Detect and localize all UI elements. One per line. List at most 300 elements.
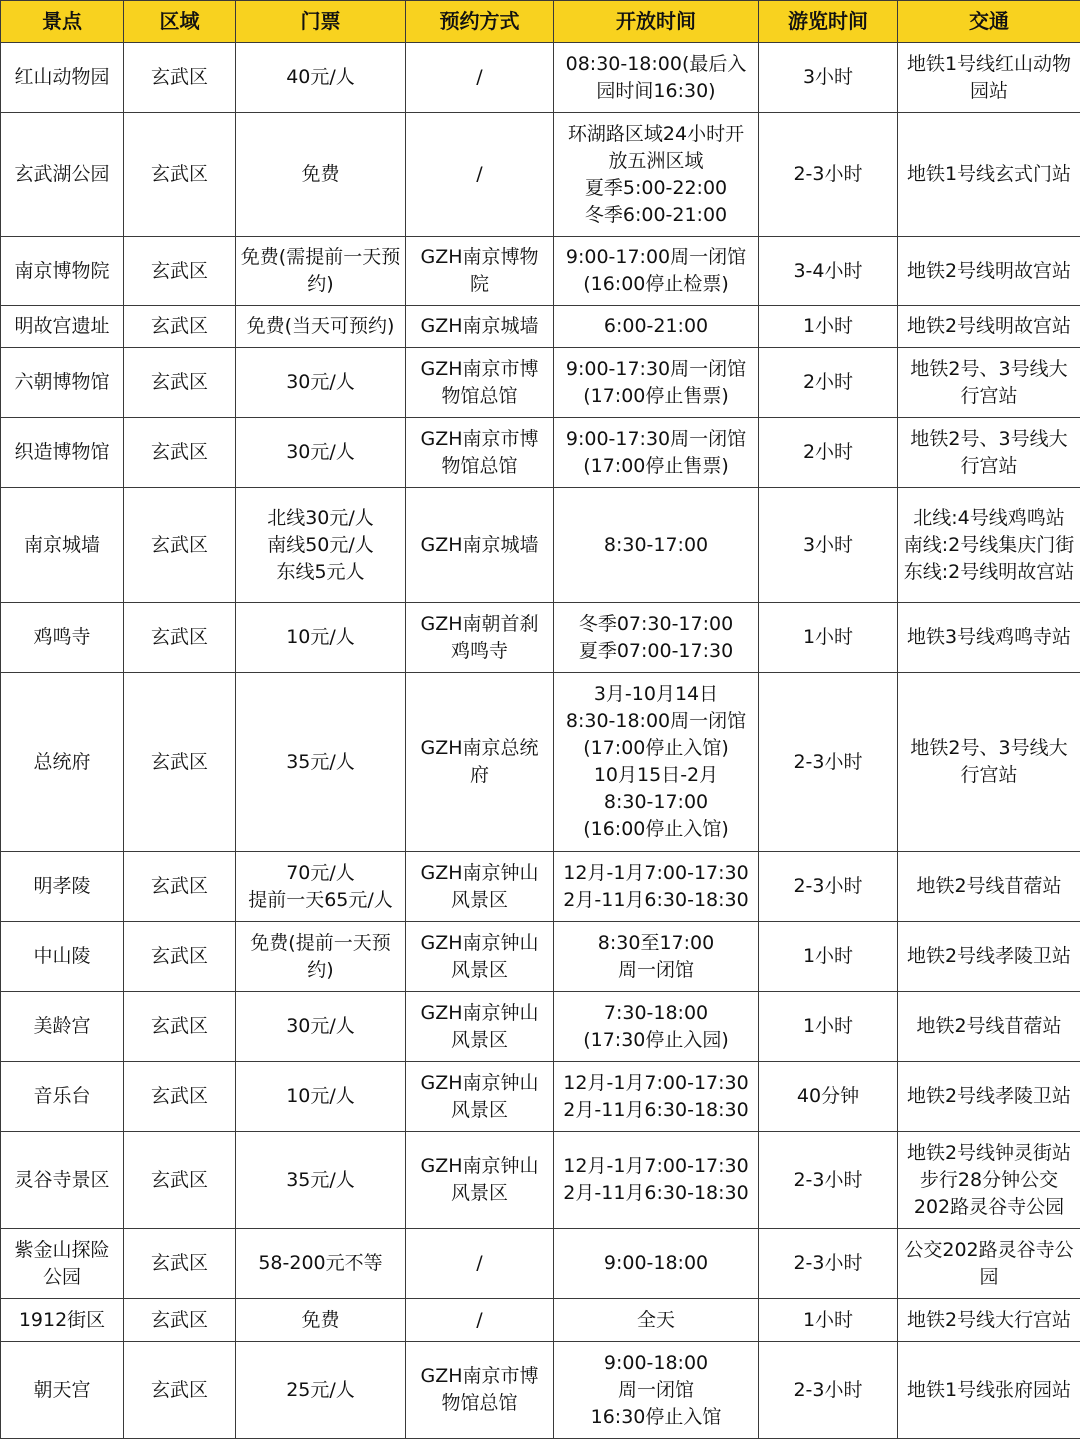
header-spot: 景点 (1, 1, 124, 43)
cell-line: 1小时 (802, 315, 854, 337)
cell-line: 府 (469, 764, 489, 786)
cell-line: GZH南朝首刹 (420, 612, 539, 635)
cell-duration (759, 852, 898, 922)
cell-line: 地铁2号、3号线大 (910, 357, 1068, 380)
cell-line: 南京博物院 (14, 259, 110, 282)
cell-line: 2小时 (802, 441, 854, 463)
cell-hours (554, 237, 759, 306)
cell-hours (554, 1132, 759, 1229)
cell-duration (759, 1132, 898, 1229)
cell-area (124, 348, 236, 418)
cell-line: 7:30-18:00 (603, 1001, 709, 1024)
cell-line: 东线5元人 (276, 560, 365, 583)
cell-line: 2-3小时 (793, 163, 863, 185)
header-duration: 游览时间 (759, 1, 898, 43)
cell-line: 9:00-17:30周一闭馆 (565, 427, 747, 450)
cell-line: 12月-1月7:00-17:30 (563, 1071, 749, 1094)
cell-hours (554, 922, 759, 992)
cell-transport (898, 1299, 1080, 1342)
cell-line: 北线30元/人 (267, 506, 374, 529)
cell-duration (759, 348, 898, 418)
cell-line: 地铁3号线鸡鸣寺站 (906, 626, 1072, 648)
cell-ticket (236, 992, 406, 1062)
cell-line: 灵谷寺景区 (14, 1168, 110, 1191)
cell-line: 明故宫遗址 (14, 315, 110, 337)
cell-line: 2-3小时 (793, 875, 863, 897)
cell-line: 紫金山探险 (14, 1238, 110, 1261)
cell-line: GZH南京城墙 (420, 315, 539, 337)
cell-ticket (236, 1132, 406, 1229)
cell-area (124, 43, 236, 113)
cell-hours (554, 992, 759, 1062)
table-row (1, 43, 1080, 113)
cell-area (124, 1229, 236, 1299)
cell-line: (16:00停止检票) (583, 273, 729, 295)
cell-transport (898, 992, 1080, 1062)
cell-line: 30元/人 (286, 441, 355, 463)
cell-spot (1, 603, 124, 673)
cell-spot (1, 306, 124, 348)
cell-duration (759, 306, 898, 348)
cell-hours (554, 1062, 759, 1132)
cell-line: 地铁2号线苜蓿站 (916, 875, 1062, 897)
cell-line: 玄武区 (150, 1015, 208, 1037)
cell-line: (17:00停止入馆) (583, 737, 729, 759)
cell-line: 园时间16:30) (596, 79, 716, 102)
cell-booking (406, 1132, 554, 1229)
table-row (1, 1342, 1080, 1439)
table-row (1, 1062, 1080, 1132)
cell-line: 玄武区 (150, 441, 208, 463)
cell-line: GZH南京博物 (420, 246, 539, 268)
cell-line: 2月-11月6:30-18:30 (563, 1098, 749, 1121)
cell-line: GZH南京市博 (420, 357, 539, 380)
cell-transport (898, 603, 1080, 673)
cell-line: 免费(提前一天预 (250, 931, 391, 954)
cell-line: 园 (979, 1265, 999, 1288)
cell-line: 全天 (636, 1308, 675, 1331)
cell-booking (406, 348, 554, 418)
cell-line: GZH南京市博 (420, 1365, 539, 1387)
cell-line: 朝天宫 (33, 1378, 91, 1401)
cell-line: 1小时 (802, 1308, 854, 1331)
cell-line: GZH南京总统 (420, 737, 539, 759)
cell-line: 织造博物馆 (14, 441, 110, 463)
cell-line: 红山动物园 (14, 66, 110, 88)
cell-area (124, 852, 236, 922)
cell-transport (898, 1229, 1080, 1299)
cell-hours (554, 488, 759, 603)
cell-line: 鸡鸣寺 (450, 639, 508, 662)
header-transport: 交通 (898, 1, 1080, 43)
cell-line: GZH南京钟山 (420, 861, 539, 884)
cell-line: 2-3小时 (793, 1168, 863, 1191)
cell-spot (1, 1342, 124, 1439)
cell-line: 玄武区 (150, 1308, 208, 1331)
cell-line: 35元/人 (286, 1168, 355, 1191)
cell-line: 30元/人 (286, 1015, 355, 1037)
table-row (1, 1132, 1080, 1229)
cell-line: / (476, 66, 483, 88)
cell-booking (406, 673, 554, 852)
cell-spot (1, 992, 124, 1062)
cell-ticket (236, 1229, 406, 1299)
cell-ticket (236, 852, 406, 922)
cell-line: 物馆总馆 (441, 1392, 518, 1414)
cell-transport (898, 306, 1080, 348)
cell-booking (406, 488, 554, 603)
cell-line: 玄武区 (150, 626, 208, 648)
cell-line: (17:00停止售票) (583, 384, 729, 407)
cell-line: 周一闭馆 (617, 958, 694, 981)
cell-duration (759, 1299, 898, 1342)
cell-line: 玄武区 (150, 66, 208, 88)
cell-line: 风景区 (450, 1098, 508, 1121)
cell-line: 玄武区 (150, 875, 208, 897)
cell-booking (406, 1342, 554, 1439)
cell-line: 环湖路区域24小时开 (567, 122, 745, 145)
cell-line: 行宫站 (960, 384, 1018, 407)
cell-ticket (236, 1342, 406, 1439)
table-row (1, 1299, 1080, 1342)
cell-line: 总统府 (33, 750, 91, 773)
cell-line: 地铁2号线苜蓿站 (916, 1015, 1062, 1037)
cell-line: 3月-10月14日 (593, 683, 719, 705)
cell-area (124, 1342, 236, 1439)
cell-ticket (236, 113, 406, 237)
cell-line: 风景区 (450, 958, 508, 981)
cell-line: 风景区 (450, 1028, 508, 1051)
cell-hours (554, 43, 759, 113)
cell-line: 玄武区 (150, 945, 208, 967)
cell-area (124, 922, 236, 992)
cell-line: 6:00-21:00 (603, 315, 709, 337)
cell-line: 地铁2号线孝陵卫站 (906, 1085, 1072, 1107)
cell-line: GZH南京钟山 (420, 1071, 539, 1094)
cell-area (124, 992, 236, 1062)
cell-ticket (236, 1299, 406, 1342)
header-hours: 开放时间 (554, 1, 759, 43)
cell-area (124, 488, 236, 603)
cell-spot (1, 418, 124, 488)
cell-transport (898, 113, 1080, 237)
cell-line: 免费(需提前一天预 (240, 246, 401, 268)
cell-hours (554, 1299, 759, 1342)
cell-transport (898, 348, 1080, 418)
cell-transport (898, 418, 1080, 488)
cell-line: 8:30-18:00周一闭馆 (565, 710, 747, 732)
cell-line: 公园 (42, 1265, 81, 1288)
cell-transport (898, 1132, 1080, 1229)
cell-duration (759, 1062, 898, 1132)
cell-area (124, 237, 236, 306)
cell-line: 8:30至17:00 (597, 931, 715, 954)
cell-duration (759, 488, 898, 603)
cell-ticket (236, 1062, 406, 1132)
cell-line: 冬季6:00-21:00 (584, 203, 728, 226)
cell-line: 园站 (969, 79, 1008, 102)
header-row (1, 1, 1080, 43)
cell-area (124, 306, 236, 348)
cell-hours (554, 418, 759, 488)
cell-line: 9:00-18:00 (603, 1252, 709, 1274)
cell-line: 约) (307, 958, 334, 981)
cell-area (124, 603, 236, 673)
cell-line: 地铁2号、3号线大 (910, 427, 1068, 450)
cell-duration (759, 1229, 898, 1299)
cell-line: / (476, 163, 483, 185)
cell-area (124, 113, 236, 237)
cell-spot (1, 673, 124, 852)
cell-line: GZH南京钟山 (420, 1001, 539, 1024)
cell-line: 3小时 (802, 533, 854, 556)
cell-line: GZH南京市博 (420, 427, 539, 450)
cell-line: 夏季5:00-22:00 (584, 176, 728, 199)
table-row (1, 1229, 1080, 1299)
cell-line: 40分钟 (796, 1085, 860, 1107)
cell-line: 58-200元不等 (258, 1252, 383, 1274)
cell-line: 10元/人 (286, 1085, 355, 1107)
cell-line: 08:30-18:00(最后入 (565, 52, 747, 75)
cell-line: 10元/人 (286, 626, 355, 648)
cell-line: 提前一天65元/人 (248, 888, 393, 911)
cell-line: (17:30停止入园) (583, 1028, 729, 1051)
cell-line: 夏季07:00-17:30 (578, 639, 734, 662)
cell-line: 40元/人 (286, 66, 355, 88)
cell-spot (1, 1132, 124, 1229)
cell-transport (898, 1062, 1080, 1132)
cell-spot (1, 113, 124, 237)
cell-line: GZH南京城墙 (420, 533, 539, 556)
cell-line: 35元/人 (286, 750, 355, 773)
cell-area (124, 1132, 236, 1229)
cell-transport (898, 1342, 1080, 1439)
cell-hours (554, 306, 759, 348)
cell-line: 2-3小时 (793, 1378, 863, 1401)
cell-transport (898, 673, 1080, 852)
cell-booking (406, 113, 554, 237)
cell-hours (554, 1342, 759, 1439)
cell-line: GZH南京钟山 (420, 931, 539, 954)
cell-line: 12月-1月7:00-17:30 (563, 861, 749, 884)
table-row (1, 852, 1080, 922)
cell-line: 12月-1月7:00-17:30 (563, 1155, 749, 1177)
cell-line: / (476, 1252, 483, 1274)
cell-line: 地铁2号线钟灵街站 (906, 1141, 1072, 1164)
cell-ticket (236, 922, 406, 992)
cell-area (124, 673, 236, 852)
cell-line: 明孝陵 (33, 875, 91, 897)
table-row (1, 113, 1080, 237)
cell-line: 玄武区 (150, 533, 208, 556)
cell-line: 冬季07:30-17:00 (578, 612, 734, 635)
cell-line: 2月-11月6:30-18:30 (563, 1182, 749, 1204)
cell-line: 鸡鸣寺 (33, 626, 91, 648)
cell-line: 9:00-17:00周一闭馆 (565, 246, 747, 268)
cell-spot (1, 1062, 124, 1132)
cell-line: 1小时 (802, 945, 854, 967)
cell-line: 2月-11月6:30-18:30 (563, 888, 749, 911)
cell-line: 玄武区 (150, 1085, 208, 1107)
cell-ticket (236, 488, 406, 603)
cell-spot (1, 43, 124, 113)
cell-line: 玄武区 (150, 750, 208, 773)
cell-line: 南线50元/人 (267, 533, 374, 556)
cell-line: 玄武区 (150, 1168, 208, 1191)
cell-line: 音乐台 (33, 1085, 91, 1107)
table-row (1, 992, 1080, 1062)
cell-line: 风景区 (450, 1182, 508, 1204)
cell-line: 9:00-18:00 (603, 1351, 709, 1374)
cell-line: 1小时 (802, 1015, 854, 1037)
cell-line: 玄武湖公园 (14, 163, 110, 185)
cell-line: 约) (307, 273, 334, 295)
cell-line: 玄武区 (150, 1378, 208, 1401)
cell-line: 南线:2号线集庆门街 (903, 533, 1075, 556)
cell-line: 2-3小时 (793, 1252, 863, 1274)
cell-duration (759, 922, 898, 992)
cell-hours (554, 852, 759, 922)
cell-line: 玄武区 (150, 315, 208, 337)
cell-line: GZH南京钟山 (420, 1155, 539, 1177)
cell-booking (406, 43, 554, 113)
cell-duration (759, 673, 898, 852)
cell-duration (759, 113, 898, 237)
cell-transport (898, 237, 1080, 306)
cell-booking (406, 922, 554, 992)
cell-line: 玄武区 (150, 1252, 208, 1274)
cell-line: 中山陵 (33, 945, 91, 967)
cell-booking (406, 603, 554, 673)
cell-line: 地铁2号、3号线大 (910, 737, 1068, 759)
cell-hours (554, 1229, 759, 1299)
cell-area (124, 418, 236, 488)
cell-transport (898, 43, 1080, 113)
cell-line: 3-4小时 (793, 259, 863, 282)
cell-line: (16:00停止入馆) (583, 818, 729, 840)
cell-ticket (236, 43, 406, 113)
cell-duration (759, 418, 898, 488)
header-booking: 预约方式 (406, 1, 554, 43)
cell-line: 2小时 (802, 371, 854, 393)
cell-line: 风景区 (450, 888, 508, 911)
table-row (1, 673, 1080, 852)
cell-line: 行宫站 (960, 454, 1018, 477)
cell-ticket (236, 237, 406, 306)
table-row (1, 488, 1080, 603)
cell-area (124, 1299, 236, 1342)
cell-spot (1, 922, 124, 992)
cell-ticket (236, 348, 406, 418)
table-row (1, 603, 1080, 673)
cell-spot (1, 237, 124, 306)
cell-duration (759, 43, 898, 113)
cell-line: 2-3小时 (793, 750, 863, 773)
cell-line: 地铁2号线明故宫站 (906, 315, 1072, 337)
cell-line: 北线:4号线鸡鸣站 (913, 506, 1065, 529)
cell-duration (759, 1342, 898, 1439)
cell-line: 9:00-17:30周一闭馆 (565, 357, 747, 380)
cell-ticket (236, 418, 406, 488)
cell-spot (1, 1299, 124, 1342)
cell-booking (406, 418, 554, 488)
cell-booking (406, 992, 554, 1062)
cell-line: 1小时 (802, 626, 854, 648)
cell-line: 美龄宫 (33, 1015, 91, 1037)
cell-line: (17:00停止售票) (583, 454, 729, 477)
cell-booking (406, 1062, 554, 1132)
cell-line: 16:30停止入馆 (590, 1405, 722, 1428)
header-ticket: 门票 (236, 1, 406, 43)
cell-line: 免费 (301, 1308, 340, 1331)
cell-line: 南京城墙 (23, 533, 100, 556)
cell-spot (1, 488, 124, 603)
table-row (1, 306, 1080, 348)
cell-area (124, 1062, 236, 1132)
cell-line: 1912街区 (18, 1308, 106, 1331)
cell-duration (759, 603, 898, 673)
cell-line: 玄武区 (150, 259, 208, 282)
cell-line: 地铁2号线孝陵卫站 (906, 945, 1072, 967)
cell-line: 玄武区 (150, 371, 208, 393)
cell-line: 70元/人 (286, 861, 355, 884)
cell-booking (406, 306, 554, 348)
cell-line: 院 (469, 273, 489, 295)
cell-line: 30元/人 (286, 371, 355, 393)
cell-hours (554, 603, 759, 673)
cell-hours (554, 113, 759, 237)
cell-line: 地铁1号线张府园站 (906, 1378, 1072, 1401)
cell-spot (1, 852, 124, 922)
cell-line: 3小时 (802, 66, 854, 88)
table-row (1, 237, 1080, 306)
cell-line: 免费 (301, 163, 340, 185)
cell-booking (406, 852, 554, 922)
cell-line: 25元/人 (286, 1378, 355, 1401)
cell-spot (1, 348, 124, 418)
cell-ticket (236, 603, 406, 673)
cell-line: 地铁2号线明故宫站 (906, 259, 1072, 282)
cell-booking (406, 237, 554, 306)
cell-duration (759, 237, 898, 306)
cell-hours (554, 673, 759, 852)
table-row (1, 922, 1080, 992)
cell-transport (898, 922, 1080, 992)
cell-line: 六朝博物馆 (14, 371, 110, 393)
cell-hours (554, 348, 759, 418)
cell-line: 202路灵谷寺公园 (913, 1195, 1065, 1218)
cell-line: 放五洲区域 (608, 149, 704, 172)
cell-transport (898, 488, 1080, 603)
cell-line: 步行28分钟公交 (919, 1168, 1059, 1191)
table-body (1, 43, 1080, 1439)
cell-ticket (236, 306, 406, 348)
cell-line: 地铁2号线大行宫站 (906, 1308, 1072, 1331)
cell-booking (406, 1229, 554, 1299)
cell-line: 公交202路灵谷寺公 (904, 1238, 1074, 1261)
header-area: 区域 (124, 1, 236, 43)
cell-line: 玄武区 (150, 163, 208, 185)
cell-ticket (236, 673, 406, 852)
cell-line: 免费(当天可预约) (246, 315, 395, 337)
cell-line: 10月15日-2月 (593, 764, 719, 786)
cell-line: 8:30-17:00 (603, 791, 709, 813)
cell-line: 8:30-17:00 (603, 533, 709, 556)
table-row (1, 418, 1080, 488)
cell-line: 物馆总馆 (441, 384, 518, 407)
cell-line: / (476, 1308, 483, 1331)
cell-duration (759, 992, 898, 1062)
